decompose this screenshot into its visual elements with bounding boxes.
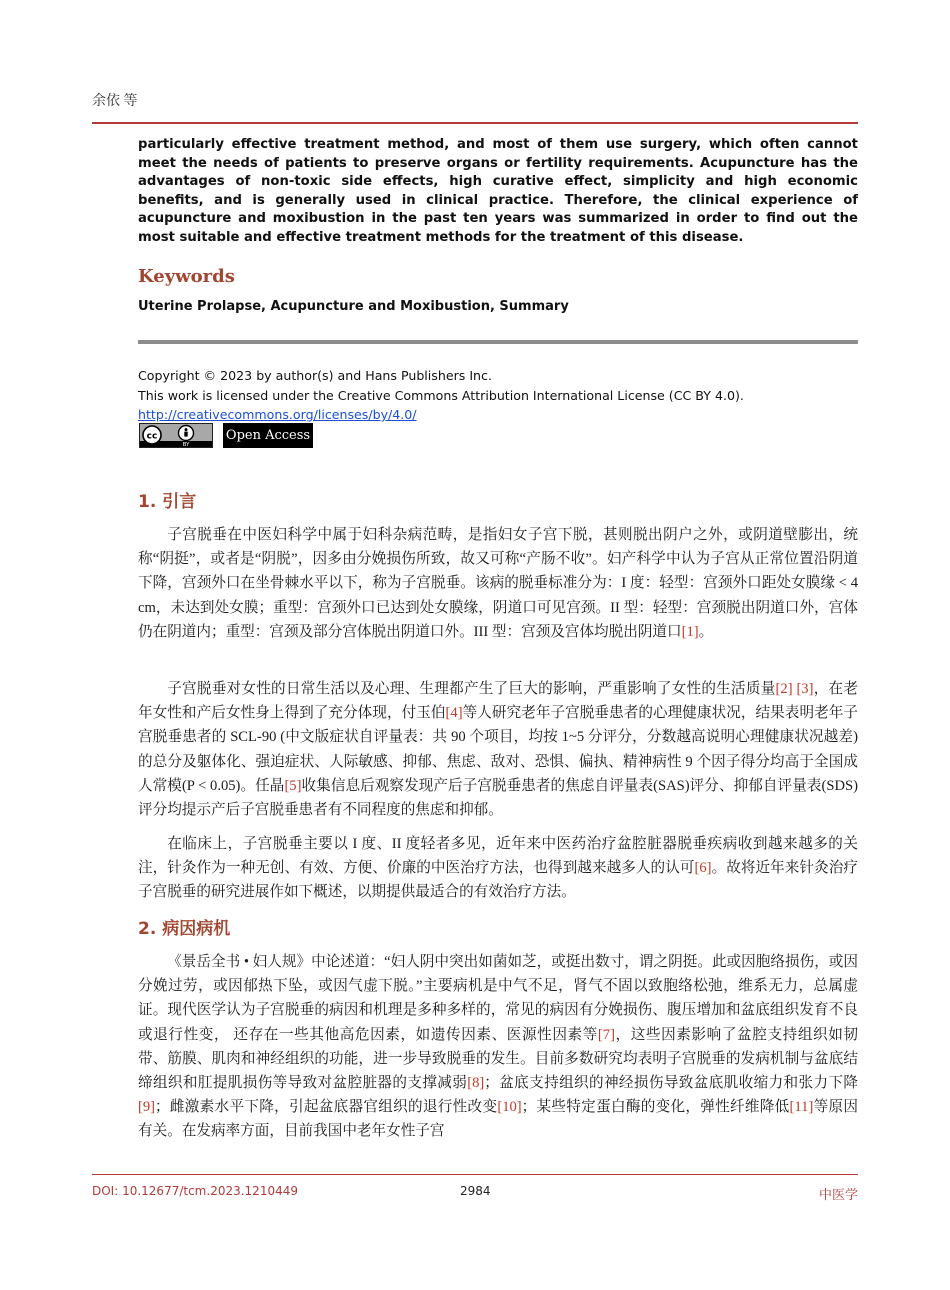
license-line: This work is licensed under the Creative Commons Attribution International License (CC BY 4.0). bbox=[138, 387, 744, 403]
citation-link[interactable]: [8] bbox=[467, 1075, 485, 1092]
section-1-paragraph-2 bbox=[138, 677, 858, 822]
keywords-list: Uterine Prolapse, Acupuncture and Moxibustion, Summary bbox=[138, 299, 569, 314]
by-label: BY bbox=[182, 442, 190, 447]
citation-link[interactable]: [6] bbox=[694, 860, 712, 877]
footer-doi: DOI: 10.12677/tcm.2023.1210449 bbox=[92, 1184, 298, 1198]
text-run: ；某些特定蛋白酶的变化，弹性纤维降低 bbox=[521, 1099, 790, 1116]
citation-link[interactable]: [11] bbox=[789, 1099, 814, 1116]
running-header-author: 余依 等 bbox=[92, 94, 138, 109]
section-1-paragraph-1 bbox=[138, 523, 858, 644]
section-2-paragraph-1 bbox=[138, 950, 858, 1144]
keywords-heading: Keywords bbox=[138, 266, 235, 287]
text-run: 《景岳全书 • 妇人规》中论述道：“妇人阴中突出如菌如芝，或挺出数寸，谓之阴挺。此或因胞络损伤，或因分娩过劳，或因郁热下坠，或因气虚下脱。”主要病机是中气不足，肾气不固以致胞络松弛，维系无力，总属虚证。现代医学认为子宫脱垂的病因和机理是多种多样的，常见的病因有分娩损伤、腹压增加和盆底组织发育不良或退行性变， 还存在一些其他高危因素，如遗传因素、医源性因素等 bbox=[138, 954, 858, 1043]
text-run: 。 bbox=[698, 623, 714, 640]
text-run: 在临床上，子宫脱垂主要以 I 度、II 度轻者多见，近年来中医药治疗盆腔脏器脱垂疾病收到越来越多的关注，针灸作为一种无创、有效、方便、价廉的中医治疗方法，也得到越来越多人的认可 bbox=[138, 836, 858, 877]
text-run: ，这些因素影响了盆腔支持组织如韧带、筋膜、肌肉和神经组织的功能，进一步导致脱垂的发生。目前多数研究均表明子宫脱垂的发病机制与盆底结缔组织和肛提肌损伤等导致对盆腔脏器的支撑减弱 bbox=[138, 1026, 858, 1092]
license-link[interactable]: http://creativecommons.org/licenses/by/4.0/ bbox=[138, 407, 417, 422]
citation-link[interactable]: [2] [3] bbox=[775, 681, 814, 697]
footer-journal-name: 中医学 bbox=[818, 1187, 858, 1202]
header-divider bbox=[92, 122, 858, 124]
copyright-block bbox=[138, 366, 858, 425]
citation-link[interactable]: [5] bbox=[284, 777, 302, 794]
section-divider bbox=[138, 340, 858, 344]
text-run: ，在老年女性和产后女性身上得到了充分体现，付玉伯 bbox=[138, 681, 858, 722]
text-run: 收集信息后观察发现产后子宫脱垂患者的焦虑自评量表(SAS)评分、抑郁自评量表(SDS)评分均提示产后子宫脱垂患者有不同程度的焦虑和抑郁。 bbox=[138, 777, 858, 819]
page-number: 2984 bbox=[460, 1184, 491, 1198]
text-run: 子宫脱垂对女性的日常生活以及心理、生理都产生了巨大的影响，严重影响了女性的生活质量 bbox=[167, 681, 776, 697]
english-abstract: particularly effective treatment method, and most of them use surgery, which often cannot meet the needs of patients to preserve organs or fertility requirements. Acupuncture has the advantages of non-toxic side effects, high curative effect, simplicity and high economic benefits, and is generally used in clinical practice. Therefore, the clinical experience of acupuncture and moxibustion in the past ten years was summarized in order to find out the most suitable and effective treatment methods for the treatment of this disease. bbox=[138, 137, 858, 245]
citation-link[interactable]: [7] bbox=[597, 1026, 615, 1043]
cc-by-badge[interactable] bbox=[139, 423, 213, 448]
cc-label: cc bbox=[146, 431, 158, 442]
cc-by-icon bbox=[140, 424, 212, 447]
citation-link[interactable]: [1] bbox=[681, 623, 699, 640]
text-run: 等人研究老年子宫脱垂患者的心理健康状况，结果表明老年子宫脱垂患者的 SCL-90 (中文版症状自评量表：共 90 个项目，均按 1~5 分评分，分数越高说明心理健康状况越差)的总分及躯体化、强迫症状、人际敏感、抑郁、焦虑、敌对、恐惧、偏执、精神病性 9 个因子得分均高于全国成人常模(P < 0.05)。任晶 bbox=[138, 705, 858, 794]
citation-link[interactable]: [4] bbox=[445, 705, 463, 722]
copyright-line: Copyright © 2023 by author(s) and Hans Publishers Inc. bbox=[138, 368, 492, 383]
citation-link[interactable]: [10] bbox=[497, 1099, 522, 1116]
text-run: 子宫脱垂在中医妇科学中属于妇科杂病范畴，是指妇女子宫下脱，甚则脱出阴户之外，或阴道壁膨出，统称“阴挺”，或者是“阴脱”，因多由分娩损伤所致，故又可称“产肠不收”。妇产科学中认为子宫从正常位置沿阴道下降，宫颈外口在坐骨棘水平以下，称为子宫脱垂。该病的脱垂标准分为：I 度：轻型：宫颈外口距处女膜缘 < 4 cm，未达到处女膜；重型：宫颈外口已达到处女膜缘，阴道口可见宫颈。II 型：轻型：宫颈脱出阴道口外，宫体仍在阴道内；重型：宫颈及部分宫体脱出阴道口外。III 型：宫颈及宫体均脱出阴道口 bbox=[138, 527, 858, 640]
text-run: ；盆底支持组织的神经损伤导致盆底肌收缩力和张力下降 bbox=[484, 1075, 858, 1092]
text-run: ；雌激素水平下降，引起盆底器官组织的退行性改变 bbox=[155, 1099, 498, 1116]
text-run: 等原因有关。在发病率方面，目前我国中老年女性子宫 bbox=[138, 1099, 858, 1140]
section-1-paragraph-3 bbox=[138, 832, 858, 905]
open-access-badge: Open Access bbox=[223, 423, 313, 448]
section-1-title: 1. 引言 bbox=[138, 492, 197, 512]
footer-divider bbox=[92, 1174, 858, 1175]
text-run: 。故将近年来针灸治疗子宫脱垂的研究进展作如下概述，以期提供最适合的有效治疗方法。 bbox=[138, 860, 858, 901]
section-2-title: 2. 病因病机 bbox=[138, 919, 231, 939]
citation-link[interactable]: [9] bbox=[138, 1099, 156, 1116]
